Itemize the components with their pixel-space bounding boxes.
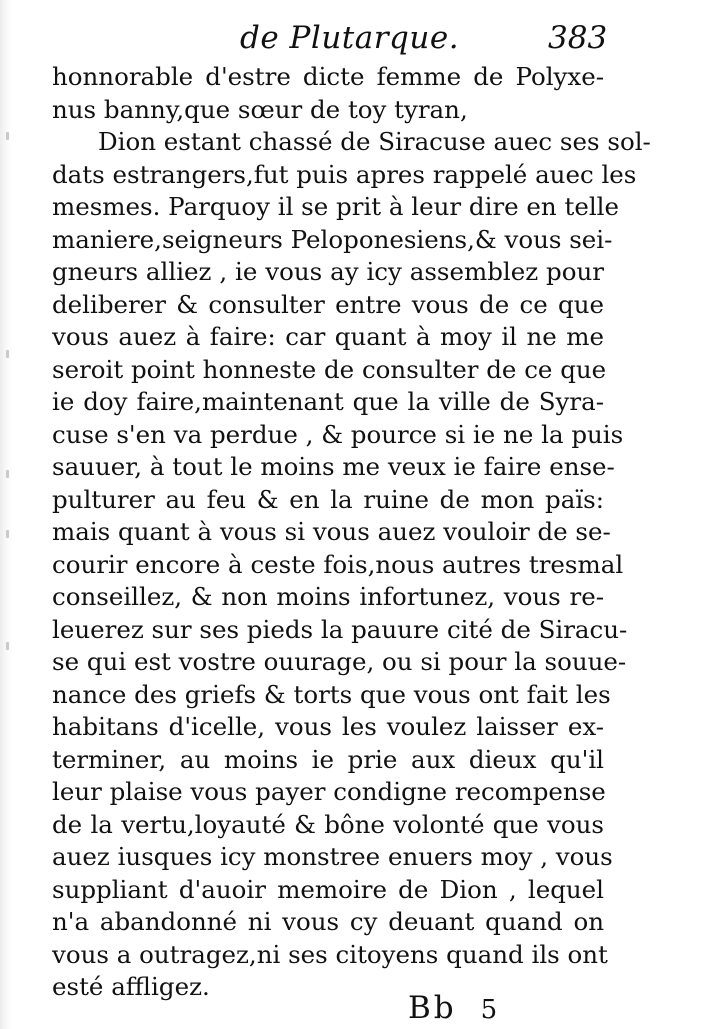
text-line: suppliant d'auoir memoire de Dion , lequel [52,874,604,904]
text-line: seroit point honneste de consulter de ce que [52,354,607,384]
text-line: esté affligez. [52,972,210,1001]
text-line: n'a abandonné ni vous cy deuant quand on [52,907,604,936]
edge-speck [6,642,9,650]
text-line: honnorable d'estre dicte femme de Polyxe- [52,62,604,91]
text-line: conseillez, & non moins infortunez, vous re- [52,582,604,611]
text-line: habitans d'icelle, vous les voulez laisser ex- [52,712,604,741]
text-line: deliberer & consulter entre vous de ce que [52,289,604,319]
text-line: ie doy faire,maintenant que la ville de Syra- [52,387,604,416]
text-line: mais quant à vous si vous auez vouloir de se- [52,517,611,546]
text-line: leur plaise vous payer condigne recompense [52,777,606,806]
text-line: cuse s'en va perdue , & pource si ie ne la puis [52,419,624,449]
text-line: de la vertu,loyauté & bône volonté que vous [52,809,604,839]
text-line: maniere,seigneurs Peloponesiens,& vous sei- [52,224,613,254]
running-title: de Plutarque. [240,20,460,56]
edge-speck [6,350,9,358]
text-line: terminer, au moins ie prie aux dieux qu'il [52,744,604,774]
body-text [52,61,651,1004]
text-line: se qui est vostre ouurage, ou si pour la souue- [52,647,627,676]
edge-speck [6,530,9,538]
text-line: pulturer au feu & en la ruine de mon païs: [52,484,604,514]
text-line: gneurs alliez , ie vous ay icy assemblez pour [52,257,604,286]
text-line: nance des griefs & torts que vous ont fait les [52,679,611,709]
signature-mark [408,990,500,1028]
text-line: nus banny,que sœur de toy tyran, [52,94,468,124]
text-line: vous auez à faire: car quant à moy il ne me [52,322,604,351]
edge-speck [6,470,9,478]
page-number: 383 [548,20,608,56]
signature-letters: Bb [408,990,457,1026]
text-line: dats estrangers,fut puis apres rappelé auec les [52,159,637,189]
page-edge [0,0,12,1029]
text-line: vous a outragez,ni ses citoyens quand ils ont [52,939,608,969]
edge-speck [6,132,9,140]
text-line: Dion estant chassé de Siracuse auec ses sol- [98,127,651,156]
text-line: courir encore à ceste fois,nous autres tresmal [52,549,624,579]
text-line: leuerez sur ses pieds la pauure cité de Siracu- [52,614,628,644]
text-line: sauuer, à tout le moins me veux ie faire ense- [52,452,615,481]
text-line: mesmes. Parquoy il se prit à leur dire en telle [52,192,620,221]
text-line: auez iusques icy monstree enuers moy , vous [52,842,613,871]
signature-number: 5 [480,995,501,1025]
